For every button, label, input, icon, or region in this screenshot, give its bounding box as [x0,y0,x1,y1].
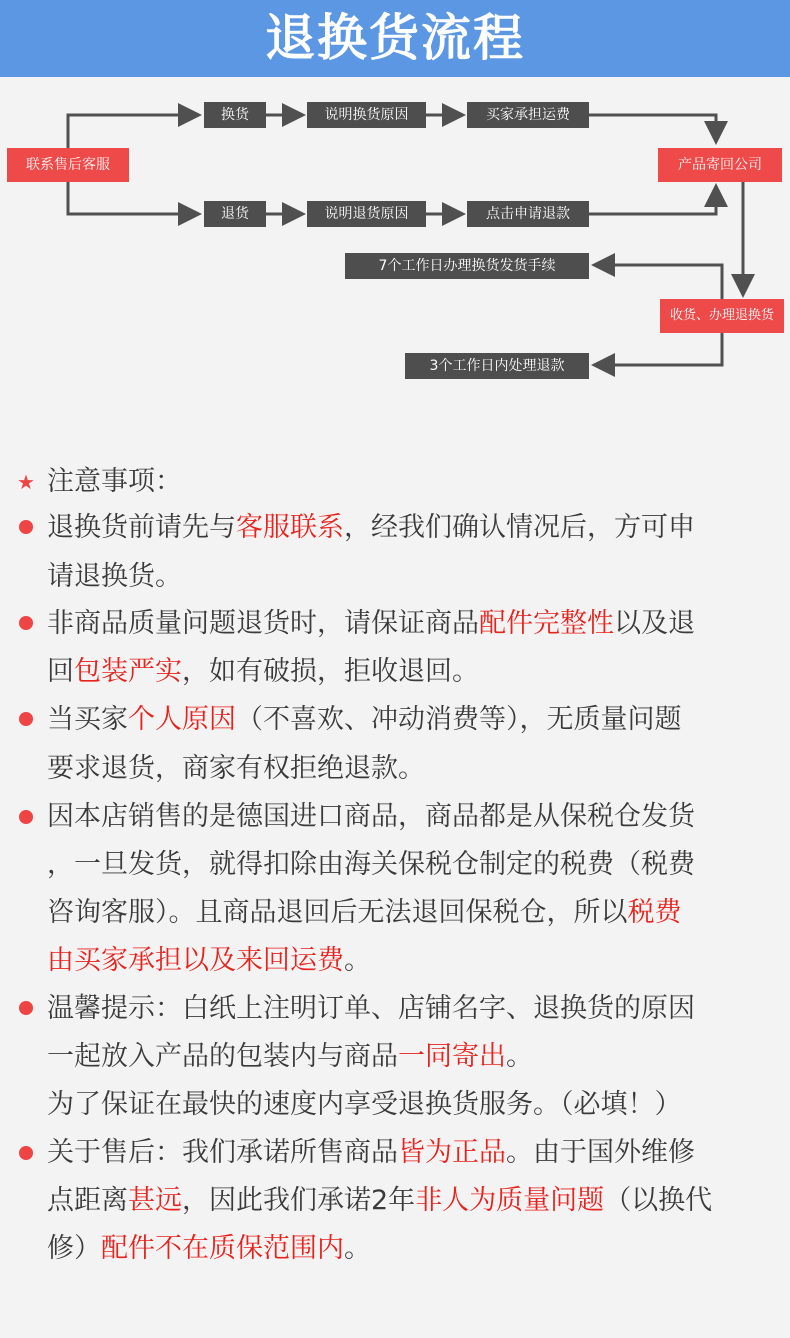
note-4-line-1: 因本店销售的是德国进口商品，商品都是从保税仓发货 [47,801,695,832]
note-4-line-2: ，一旦发货，就得扣除由海关保税仓制定的税费（税费 [47,849,695,880]
page-title: 退换货流程 [265,9,525,67]
notes-heading: 注意事项： [47,466,182,497]
flow-return-reason: 说明退货原因 [307,201,426,227]
flow-contact-service: 联系售后客服 [7,148,129,182]
flow-exchange-days: 7个工作日办理换货发货手续 [345,253,589,279]
note-5-line-1: 温馨提示：白纸上注明订单、店铺名字、退换货的原因 [47,993,695,1024]
note-2-line-2: 回包装严实，如有破损，拒收退回。 [47,656,479,687]
flow-ship-back: 产品寄回公司 [658,148,782,182]
page-header [0,0,790,77]
flow-refund-days: 3个工作日内处理退款 [405,353,589,379]
bullet-icon [19,520,33,534]
bullet-icon [19,810,33,824]
note-3-line-2: 要求退货，商家有权拒绝退款。 [47,753,425,784]
bullet-icon [19,1001,33,1015]
note-2-line-1: 非商品质量问题退货时，请保证商品配件完整性以及退 [47,608,695,639]
flow-receive: 收货、办理退换货 [660,299,784,333]
note-3-line-1: 当买家个人原因（不喜欢、冲动消费等），无质量问题 [47,704,682,735]
note-6-line-1: 关于售后：我们承诺所售商品皆为正品。由于国外维修 [47,1137,695,1168]
note-6-line-3: 修）配件不在质保范围内。 [47,1233,371,1264]
note-1-line-2: 请退换货。 [47,561,182,592]
note-5-line-3: 为了保证在最快的速度内享受退换货服务。（必填！） [47,1089,682,1120]
flow-exchange: 换货 [204,102,266,128]
note-5-line-2: 一起放入产品的包装内与商品一同寄出。 [47,1041,533,1072]
flow-return: 退货 [204,201,266,227]
flow-apply-refund: 点击申请退款 [467,201,589,227]
flow-exchange-reason: 说明换货原因 [307,102,426,128]
star-icon: ★ [17,470,35,494]
note-1-line-1: 退换货前请先与客服联系，经我们确认情况后，方可申 [47,512,695,543]
flow-buyer-shipping: 买家承担运费 [467,102,589,128]
bullet-icon [19,1146,33,1160]
bullet-icon [19,712,33,726]
note-4-line-3: 咨询客服）。且商品退回后无法退回保税仓，所以税费 [47,897,682,928]
note-4-line-4: 由买家承担以及来回运费。 [47,945,371,976]
bullet-icon [19,616,33,630]
note-6-line-2: 点距离甚远，因此我们承诺2年非人为质量问题（以换代 [47,1185,713,1216]
